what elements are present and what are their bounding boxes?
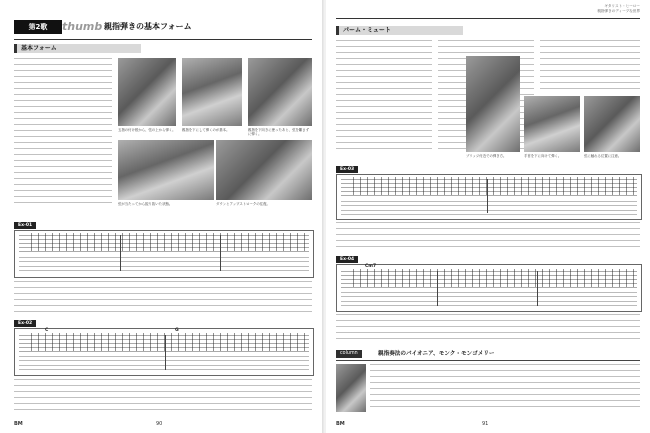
chord-symbol: G xyxy=(175,328,179,333)
body-text-column xyxy=(14,58,112,208)
title-divider xyxy=(14,39,312,40)
notation-staff xyxy=(336,264,642,312)
photo-caption: 弦が当たってから振り抜いた状態。 xyxy=(118,202,173,206)
body-text-column xyxy=(336,40,432,152)
notation-staff xyxy=(336,174,642,220)
chord-symbol: C xyxy=(45,328,49,333)
photo-3 xyxy=(248,58,312,126)
example-label: Ex-01 xyxy=(14,222,36,229)
running-header-line: ギタリスト・ヒーロー xyxy=(604,4,640,8)
page-number: 90 xyxy=(156,421,163,427)
photo-caption: 弦に触れる位置に注意。 xyxy=(584,154,622,158)
photo-5 xyxy=(216,140,312,200)
footer-brand: BM xyxy=(14,421,23,427)
section-header: 基本フォーム xyxy=(14,44,141,53)
photo-8 xyxy=(584,96,640,152)
example-description xyxy=(14,281,312,317)
example-label: Ex-04 xyxy=(336,256,358,263)
header-divider xyxy=(336,18,640,19)
photo-caption: 手首を下に向けて弾く。 xyxy=(524,154,562,158)
photo-1 xyxy=(118,58,176,126)
photo-caption: ブリッジ付近での弾き方。 xyxy=(466,154,507,158)
chapter-logo: thumb xyxy=(62,20,103,33)
chord-symbol: Cm7 xyxy=(365,264,377,269)
photo-6 xyxy=(466,56,520,152)
column-divider xyxy=(336,360,640,361)
example-label: Ex-02 xyxy=(14,320,36,327)
body-text-column xyxy=(540,40,640,90)
photo-caption: 五指の付け根から、弦の上から弾く。 xyxy=(118,128,176,132)
chapter-badge: 第2歌 xyxy=(14,20,62,34)
right-page xyxy=(326,0,650,433)
photo-4 xyxy=(118,140,214,200)
example-label: Ex-03 xyxy=(336,166,358,173)
photo-2 xyxy=(182,58,242,126)
running-header-line: 親指弾きのディープな世界 xyxy=(597,9,640,13)
photo-caption: 親指を下にして弾くのが基本。 xyxy=(182,128,230,132)
column-body-text xyxy=(370,364,640,412)
notation-staff xyxy=(14,230,314,278)
page-number: 91 xyxy=(482,421,489,427)
notation-staff xyxy=(14,328,314,376)
photo-caption: ダウンとアップストロークの往復。 xyxy=(216,202,270,206)
left-page xyxy=(0,0,324,433)
column-photo xyxy=(336,364,366,412)
running-header xyxy=(597,4,640,14)
example-description xyxy=(336,222,640,252)
photo-7 xyxy=(524,96,580,152)
column-label: column xyxy=(336,350,362,358)
photo-caption: 親指を下向きに使ったあと、弦を離さずに弾く。 xyxy=(248,128,310,137)
example-description xyxy=(336,314,640,342)
example-description xyxy=(14,379,312,413)
column-title: 親指奏法のパイオニア、モンク・モンゴメリー xyxy=(378,351,495,357)
page-title: 親指弾きの基本フォーム xyxy=(104,22,192,31)
section-header: パーム・ミュート xyxy=(336,26,463,35)
footer-brand: BM xyxy=(336,421,345,427)
